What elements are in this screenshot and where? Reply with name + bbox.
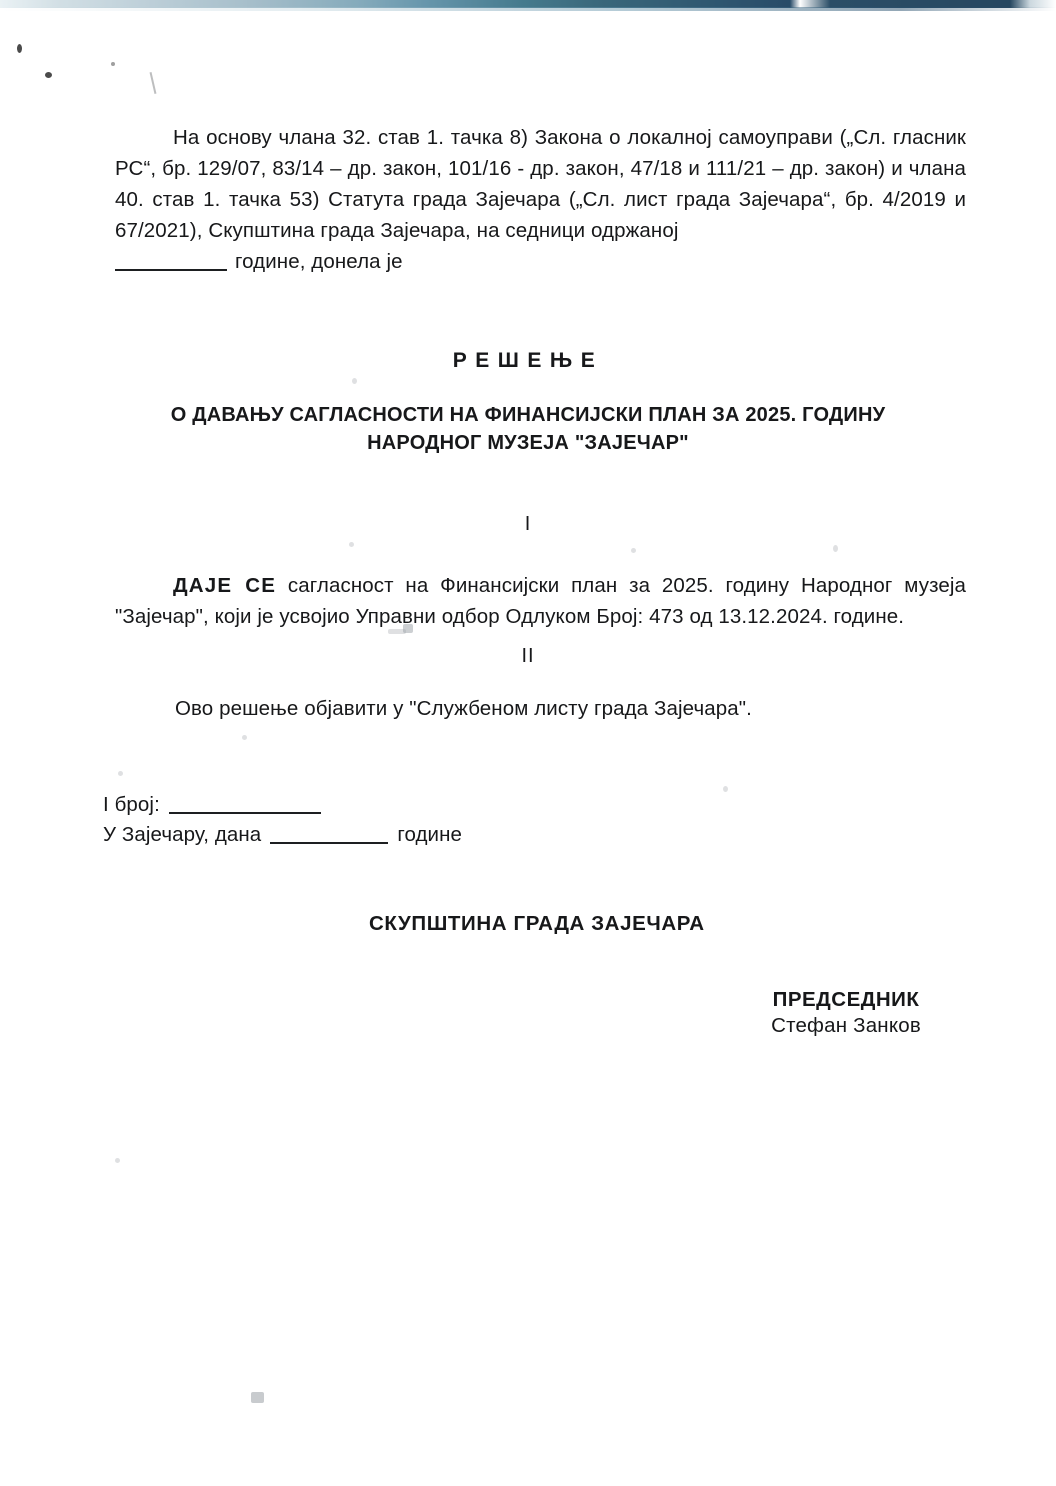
scan-speck xyxy=(17,44,22,53)
scan-speck xyxy=(45,72,52,78)
scan-fleck xyxy=(631,548,636,553)
document-title: РЕШЕЊЕ xyxy=(452,349,604,372)
scan-fleck xyxy=(251,1392,264,1403)
footer-year-suffix: године xyxy=(397,823,463,846)
footer-number-row xyxy=(103,789,321,820)
section-1-paragraph xyxy=(115,570,966,632)
footer-place-label: У Зајечару, дана xyxy=(103,823,262,846)
scan-edge-artifact-secondary xyxy=(0,7,1056,11)
section-numeral-2: II xyxy=(521,645,535,667)
scan-fleck xyxy=(723,786,728,792)
section-1-body: сагласност на Финансијски план за 2025. годину Народног музеја "Зајечар", који је усвојио Управни одбор Одлуком Број: 473 од 13.12.2024. године. xyxy=(115,574,966,628)
footer-date-field[interactable] xyxy=(270,842,388,844)
date-blank-field[interactable] xyxy=(115,269,227,271)
footer-place-row xyxy=(103,819,462,850)
preamble-text: На основу члана 32. став 1. тачка 8) Закона о локалној самоуправи („Сл. гласник РС“, бр. 129/07, 83/14 – др. закон, 101/16 - др. закон, 47/18 и 111/21 – др. закон) и члана 40. став 1. тачка 53) Статута града Зајечара („Сл. лист града Зајечара“, бр. 4/2019 и 67/2021), Скупштина града Зајечара, на седници одржаној xyxy=(115,126,966,242)
preamble-paragraph xyxy=(115,122,966,246)
footer-number-field[interactable] xyxy=(169,812,321,814)
footer-number-label: I број: xyxy=(103,793,160,816)
document-subtitle-line1: О ДАВАЊУ САГЛАСНОСТИ НА ФИНАНСИЈСКИ ПЛАН ЗА 2025. ГОДИНУ xyxy=(170,404,886,426)
scan-speck xyxy=(111,62,115,66)
scan-fleck xyxy=(242,735,247,740)
scan-fleck xyxy=(833,545,838,552)
section-numeral-1: I xyxy=(524,513,532,535)
scan-hairline xyxy=(150,72,157,94)
scan-fleck xyxy=(118,771,123,776)
signature-block xyxy=(706,988,986,1038)
document-subtitle-line2: НАРОДНОГ МУЗЕЈА "ЗАЈЕЧАР" xyxy=(367,432,689,454)
signature-name: Стефан Занков xyxy=(771,1014,921,1037)
signature-title: ПРЕДСЕДНИК xyxy=(772,988,920,1011)
scan-fleck xyxy=(349,542,354,547)
scan-fleck xyxy=(352,378,357,384)
section-2-paragraph: Ово решење објавити у "Службеном листу града Зајечара". xyxy=(175,697,752,720)
scan-fleck xyxy=(115,1158,120,1163)
preamble-blank-line-row xyxy=(115,246,966,277)
preamble-text-after-blank: године, донела је xyxy=(235,250,403,273)
section-1-lead: ДАЈЕ СЕ xyxy=(173,574,277,597)
assembly-name: СКУПШТИНА ГРАДА ЗАЈЕЧАРА xyxy=(369,912,705,935)
